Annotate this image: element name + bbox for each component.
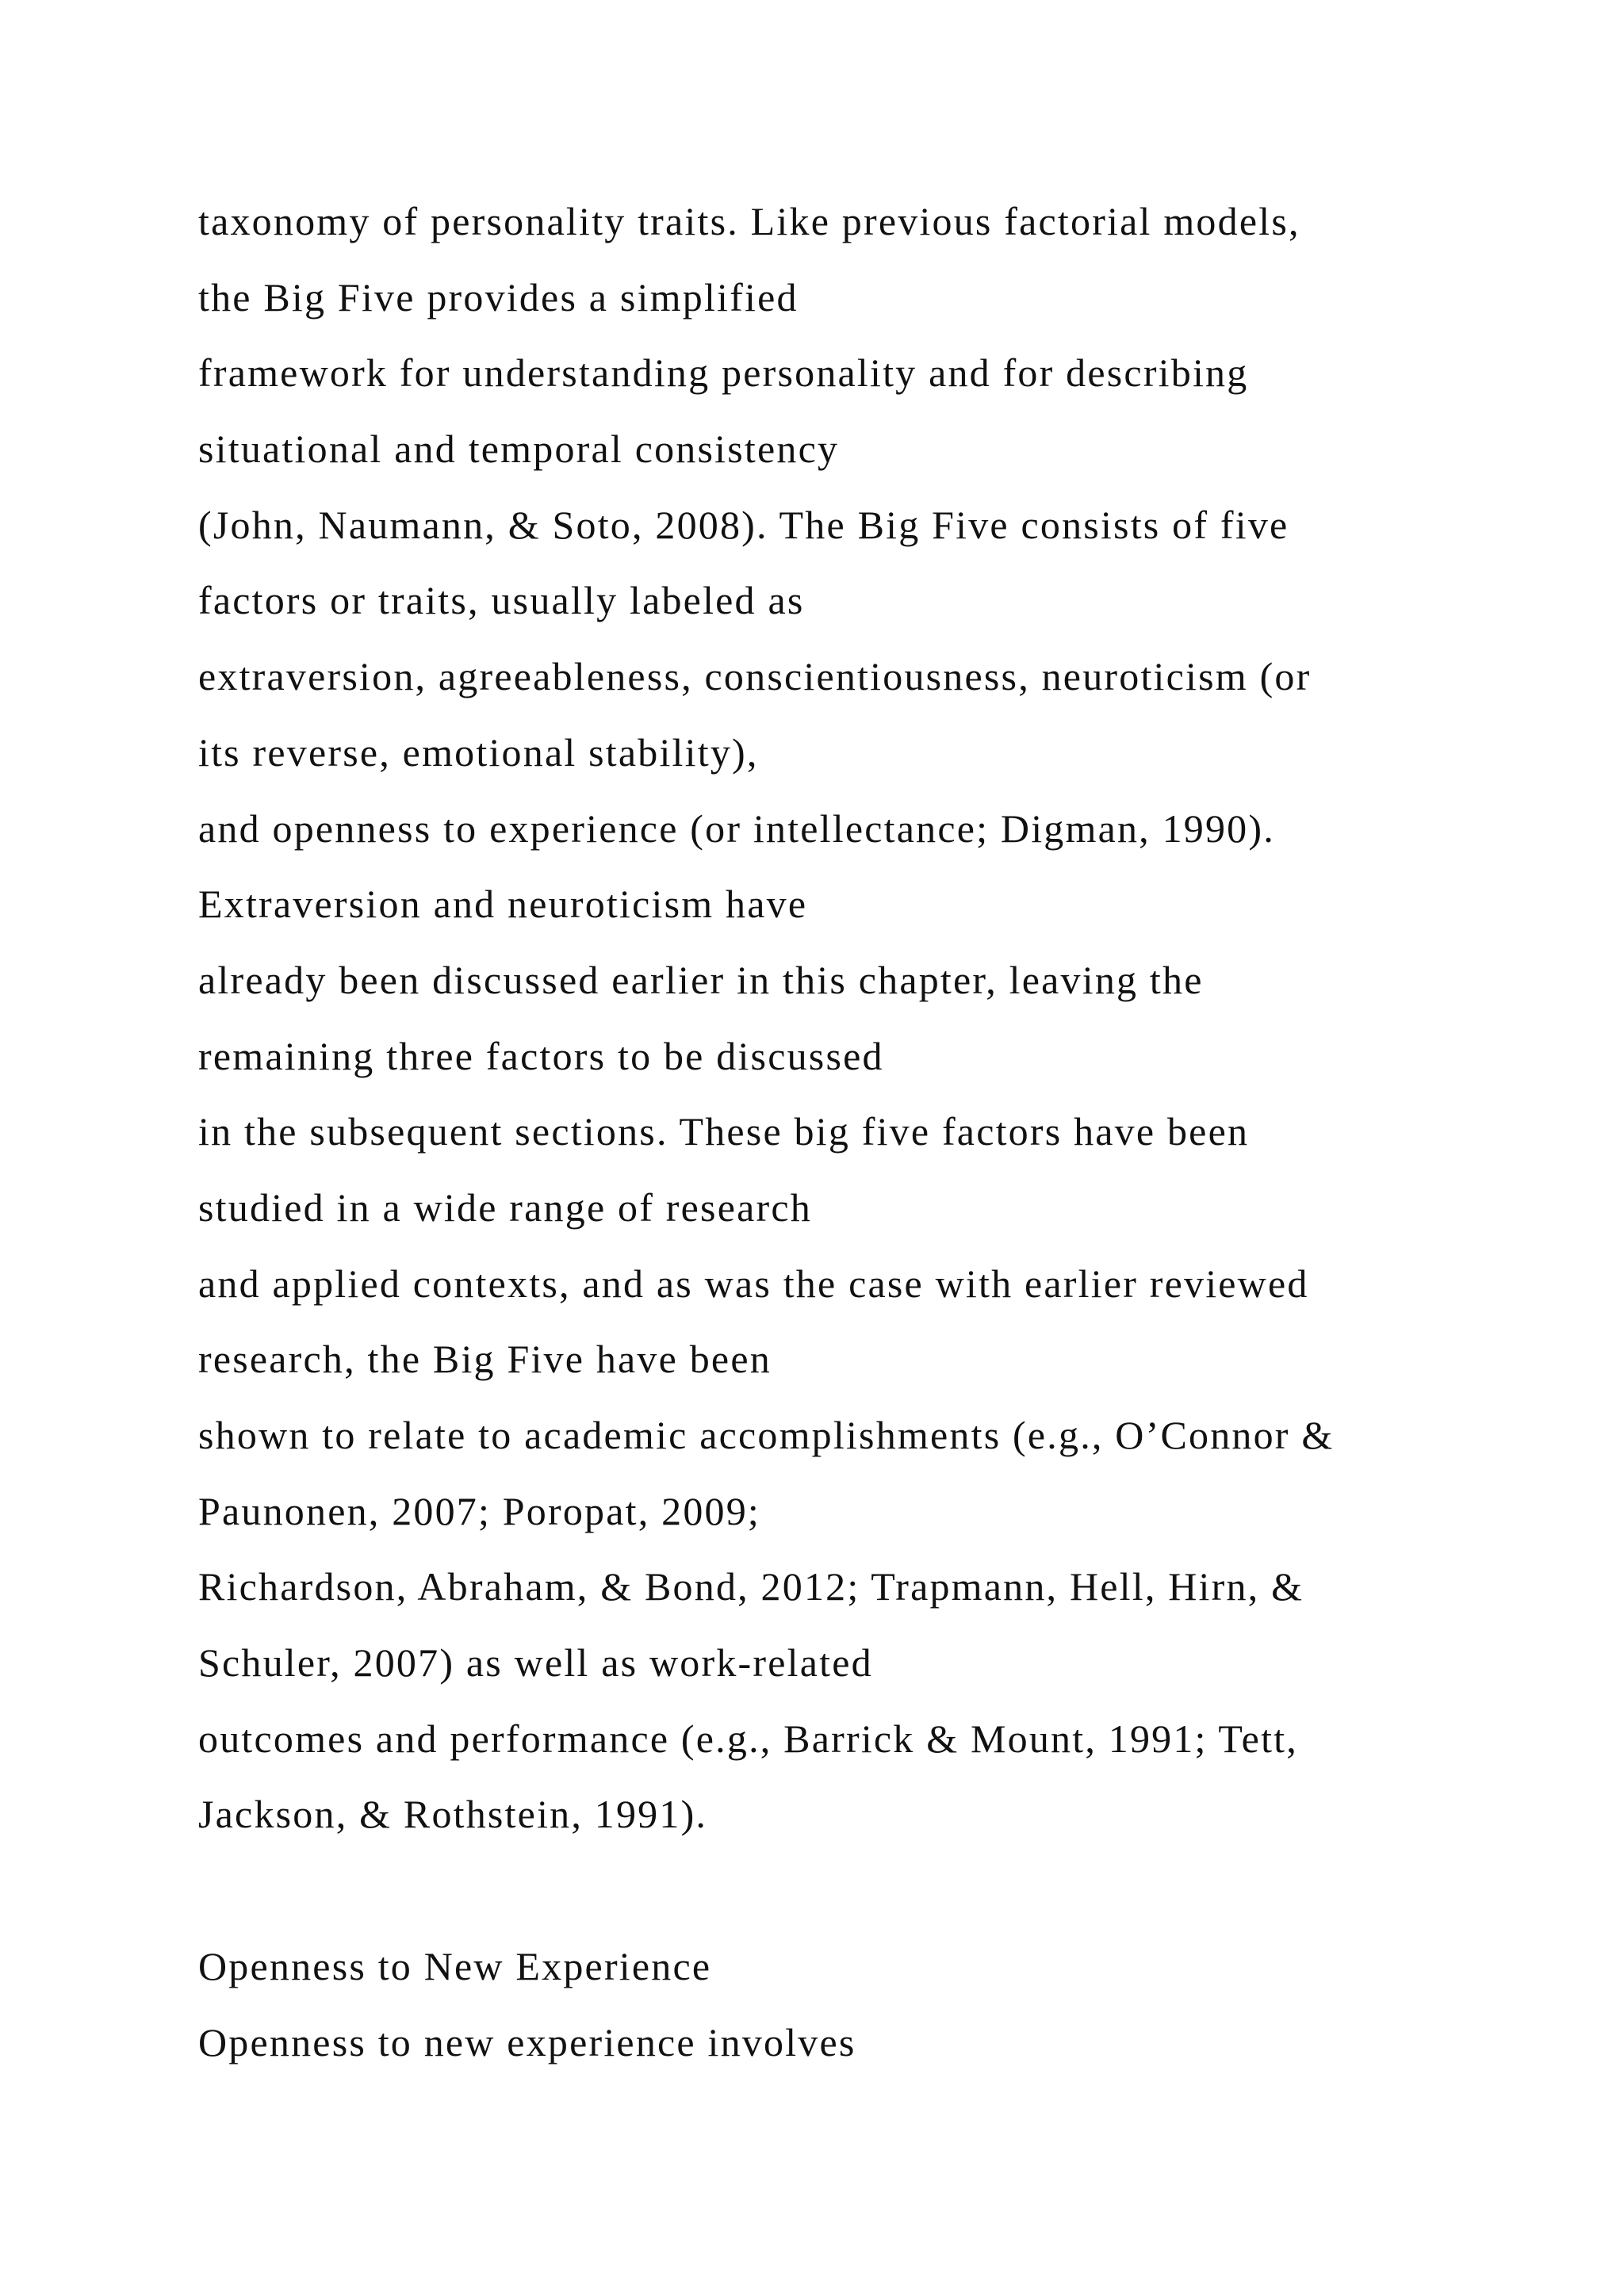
- text-line: Richardson, Abraham, & Bond, 2012; Trapmann, Hell, Hirn, &: [198, 1564, 1304, 1609]
- text-line: Jackson, & Rothstein, 1991).: [198, 1792, 708, 1837]
- text-line: (John, Naumann, & Soto, 2008). The Big Five consists of five: [198, 502, 1289, 547]
- text-line: and openness to experience (or intellectance; Digman, 1990).: [198, 806, 1275, 851]
- text-line: situational and temporal consistency: [198, 427, 840, 472]
- text-line: research, the Big Five have been: [198, 1337, 772, 1382]
- text-line: extraversion, agreeableness, conscientiousness, neuroticism (or: [198, 654, 1312, 699]
- text-line: shown to relate to academic accomplishments (e.g., O’Connor &: [198, 1413, 1335, 1457]
- text-line: Paunonen, 2007; Poropat, 2009;: [198, 1488, 761, 1533]
- body-text: [198, 184, 1546, 2080]
- text-line: studied in a wide range of research: [198, 1184, 812, 1230]
- text-line: framework for understanding personality and for describing: [198, 350, 1249, 396]
- text-line: already been discussed earlier in this chapter, leaving the: [198, 957, 1204, 1002]
- text-line: Openness to new experience involves: [198, 2019, 856, 2064]
- text-line: the Big Five provides a simplified: [198, 274, 799, 320]
- text-line: taxonomy of personality traits. Like previous factorial models,: [198, 199, 1300, 243]
- text-line: its reverse, emotional stability),: [198, 729, 759, 775]
- text-line: remaining three factors to be discussed: [198, 1033, 884, 1078]
- text-line: in the subsequent sections. These big five factors have been: [198, 1109, 1250, 1154]
- text-line: factors or traits, usually labeled as: [198, 578, 805, 623]
- section-heading: Openness to New Experience: [198, 1943, 712, 1988]
- text-line: Schuler, 2007) as well as work-related: [198, 1640, 873, 1686]
- paragraph-gap: [198, 1853, 1546, 1929]
- text-line: outcomes and performance (e.g., Barrick & Mount, 1991; Tett,: [198, 1716, 1298, 1761]
- text-line: and applied contexts, and as was the case with earlier reviewed: [198, 1261, 1309, 1306]
- text-line: Extraversion and neuroticism have: [198, 882, 808, 927]
